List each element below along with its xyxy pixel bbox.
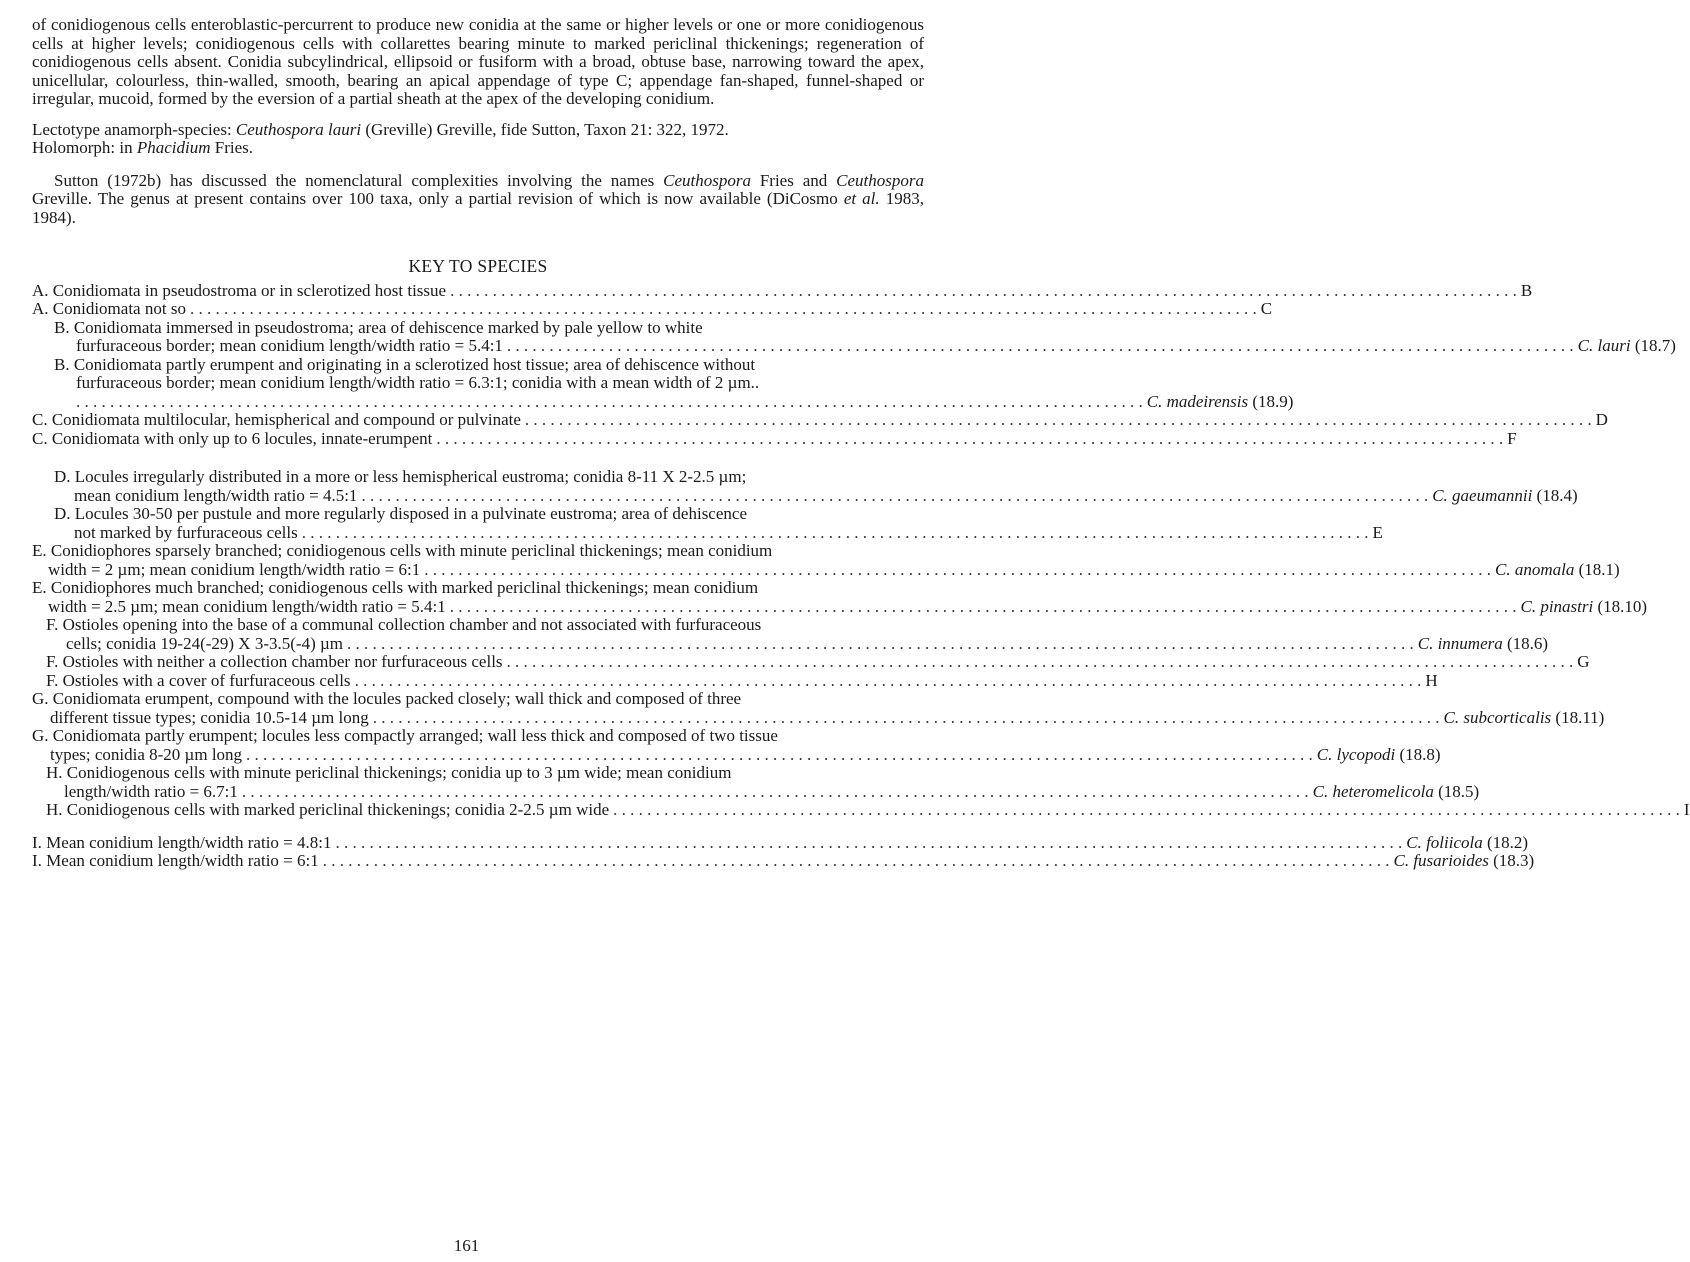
key-text: D. Locules irregularly distributed in a more or less hemispherical eustroma; conidia 8-11 X 2-2.5 µm;	[54, 467, 747, 486]
genus-name: Ceuthospora	[836, 170, 924, 190]
key-couplet-a2	[32, 299, 1273, 319]
key-text: E. Conidiophores sparsely branched; conidiogenous cells with minute periclinal thickenings; mean conidium	[32, 541, 773, 560]
lectotype-paragraph	[32, 121, 924, 158]
key-text: B. Conidiomata partly erumpent and originating in a sclerotized host tissue; area of dehiscence without	[54, 354, 756, 374]
key-couplet-g1	[32, 689, 1605, 727]
key-text: not marked by furfuraceous cells	[74, 522, 298, 542]
leader-dots	[76, 393, 1143, 412]
key-text: furfuraceous border; mean conidium length/width ratio = 6.3:1; conidia with a mean width of 2 µm..	[76, 373, 760, 392]
key-text: mean conidium length/width ratio = 4.5:1	[74, 485, 358, 505]
key-text: G. Conidiomata partly erumpent; locules less compactly arranged; wall less thick and composed of two tissue	[32, 726, 778, 745]
key-text: G. Conidiomata erumpent, compound with the locules packed closely; wall thick and composed of three	[32, 689, 742, 708]
key-result: D	[1595, 410, 1608, 429]
key-text: C. Conidiomata with only up to 6 locules, innate-erumpent	[32, 428, 433, 448]
leader-dots	[507, 653, 1574, 672]
key-result: C	[1260, 299, 1273, 318]
lectotype-suffix: (Greville) Greville, fide Sutton, Taxon 21: 322, 1972.	[361, 119, 729, 139]
key-text: width = 2.5 µm; mean conidium length/width ratio = 5.4:1	[48, 596, 446, 616]
species-name: C. heteromelicola	[1312, 781, 1434, 801]
leader-dots	[373, 709, 1440, 728]
key-text: A. Conidiomata not so	[32, 299, 186, 318]
key-couplet-f2	[32, 652, 1590, 672]
key-result: F	[1507, 428, 1517, 448]
section-number: (18.11)	[1551, 707, 1605, 727]
nomenclature-paragraph	[32, 172, 924, 228]
text-run: Fries and	[750, 170, 837, 190]
holomorph-suffix: Fries.	[210, 138, 253, 157]
key-text: B. Conidiomata immersed in pseudostroma; area of dehiscence marked by pale yellow to white	[54, 317, 703, 337]
key-couplet-c1	[32, 410, 1608, 430]
species-name: C. anomala	[1494, 559, 1575, 579]
leader-dots	[507, 337, 1574, 356]
text-run: Greville. The genus at present contains over 100 taxa, only a partial revision of which is now available (DiCosmo	[32, 189, 844, 208]
leader-dots	[335, 834, 1402, 853]
key-couplet-b2	[32, 354, 1294, 412]
key-text: E. Conidiophores much branched; conidiogenous cells with marked periclinal thickenings; mean conidium	[32, 578, 759, 597]
leader-dots	[242, 783, 1309, 802]
text-run: 1983, 1984).	[32, 189, 924, 227]
species-name: C. madeirensis	[1146, 391, 1249, 411]
leader-dots	[436, 430, 1503, 449]
section-number: (18.7)	[1630, 336, 1676, 355]
section-number: (18.2)	[1482, 832, 1529, 852]
section-number: (18.9)	[1248, 391, 1294, 411]
key-result: E	[1372, 522, 1383, 542]
key-text: I. Mean conidium length/width ratio = 4.8:1	[32, 832, 332, 852]
key-couplet-e1	[32, 541, 1620, 579]
key-result: B	[1520, 280, 1533, 300]
key-couplet-e2	[32, 578, 1648, 616]
species-name: C. gaeumannii	[1432, 485, 1533, 505]
leader-dots	[302, 524, 1369, 543]
key-couplet-d1	[32, 467, 1578, 505]
key-text: I. Mean conidium length/width ratio = 6:1	[32, 851, 319, 870]
section-number: (18.8)	[1395, 744, 1441, 764]
species-name: C. lauri	[1577, 336, 1631, 355]
key-result: I	[1683, 800, 1690, 819]
key-text: different tissue types; conidia 10.5-14 µm long	[50, 707, 369, 727]
key-couplet-c2	[32, 428, 1517, 449]
key-couplet-h1	[32, 763, 1480, 801]
leader-dots	[424, 561, 1491, 580]
leader-dots	[347, 635, 1414, 654]
text-run: Sutton (1972b) has discussed the nomenclatural complexities involving the names	[54, 170, 664, 190]
lectotype-species: Ceuthospora lauri	[235, 119, 362, 139]
section-number: (18.1)	[1574, 559, 1620, 579]
section-number: (18.4)	[1532, 485, 1578, 505]
page-number: 161	[453, 1236, 480, 1255]
species-name: C. fusarioides	[1393, 851, 1489, 870]
species-name: C. foliicola	[1406, 832, 1483, 852]
key-couplet-d2	[32, 504, 1383, 542]
key-couplet-b1	[32, 317, 1676, 356]
section-number: (18.6)	[1502, 633, 1549, 653]
species-key	[32, 280, 1690, 871]
key-text: F. Ostioles with a cover of furfuraceous cells	[46, 670, 351, 690]
leader-dots	[450, 598, 1517, 617]
key-couplet-i2	[32, 851, 1535, 871]
key-text: types; conidia 8-20 µm long	[50, 744, 243, 764]
key-result: H	[1425, 670, 1438, 690]
holomorph-prefix: Holomorph: in	[32, 138, 137, 157]
key-text: C. Conidiomata multilocular, hemispherical and compound or pulvinate	[32, 410, 521, 429]
key-text: A. Conidiomata in pseudostroma or in sclerotized host tissue	[32, 280, 447, 300]
description-paragraph: of conidiogenous cells enteroblastic-percurrent to produce new conidia at the same or higher levels or one or more conidiogenous cells at higher levels; conidiogenous cells with collarettes bearing minute to marked periclinal thickenings; regeneration of conidiogenous cells absent. Conidia subcylindrical, ellipsoid or fusiform with a broad, obtuse base, narrowing toward the apex, unicellular, colourless, thin-walled, smooth, bearing an apical appendage of type C; appendage fan-shaped, funnel-shaped or irregular, mucoid, formed by the eversion of a partial sheath at the apex of the developing conidium.	[32, 15, 924, 108]
et-al: et al.	[843, 189, 880, 208]
leader-dots	[246, 746, 1313, 765]
holomorph-genus: Phacidium	[136, 138, 211, 157]
key-couplet-f1	[32, 615, 1549, 653]
leader-dots	[613, 801, 1680, 820]
key-text: H. Conidiogenous cells with minute periclinal thickenings; conidia up to 3 µm wide; mean conidium	[46, 763, 732, 782]
key-result: G	[1577, 652, 1590, 671]
key-heading: KEY TO SPECIES	[408, 256, 548, 276]
section-number: (18.3)	[1488, 851, 1535, 870]
leader-dots	[323, 852, 1390, 871]
species-name: C. lycopodi	[1316, 744, 1396, 764]
leader-dots	[355, 672, 1422, 691]
key-text: F. Ostioles opening into the base of a communal collection chamber and not associated with furfuraceous	[46, 615, 762, 634]
leader-dots	[361, 487, 1428, 506]
key-couplet-a1	[32, 280, 1533, 301]
key-text: width = 2 µm; mean conidium length/width ratio = 6:1	[48, 559, 421, 579]
key-text: F. Ostioles with neither a collection chamber nor furfuraceous cells	[46, 652, 503, 671]
key-text: D. Locules 30-50 per pustule and more regularly disposed in a pulvinate eustroma; area of dehiscence	[54, 504, 747, 523]
genus-name: Ceuthospora	[663, 170, 751, 190]
key-text: H. Conidiogenous cells with marked periclinal thickenings; conidia 2-2.5 µm wide	[46, 800, 610, 819]
key-couplet-f3	[32, 670, 1438, 691]
key-couplet-i1	[32, 832, 1529, 853]
species-name: C. innumera	[1417, 633, 1503, 653]
leader-dots	[190, 300, 1257, 319]
key-text: cells; conidia 19-24(-29) X 3-3.5(-4) µm	[66, 633, 343, 653]
page-content	[32, 15, 1690, 871]
leader-dots	[450, 282, 1517, 301]
species-name: C. pinastri	[1520, 596, 1594, 616]
key-couplet-h2	[32, 800, 1690, 820]
section-number: (18.5)	[1433, 781, 1480, 801]
lectotype-prefix: Lectotype anamorph-species:	[32, 119, 236, 139]
species-name: C. subcorticalis	[1443, 707, 1552, 727]
key-text: furfuraceous border; mean conidium length/width ratio = 5.4:1	[76, 336, 503, 355]
section-number: (18.10)	[1593, 596, 1648, 616]
leader-dots	[525, 411, 1592, 430]
key-text: length/width ratio = 6.7:1	[64, 781, 238, 801]
key-couplet-g2	[32, 726, 1441, 764]
